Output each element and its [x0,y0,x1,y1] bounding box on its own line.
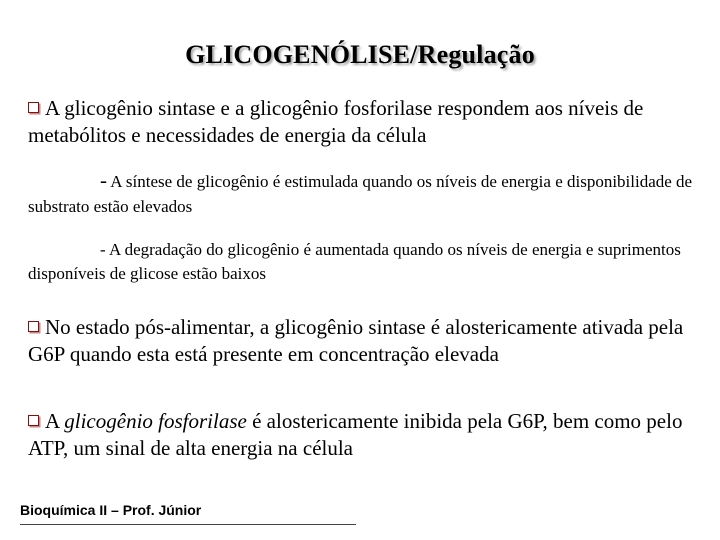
footer-divider [20,524,356,525]
subpoint-1-dash: - [100,168,107,192]
footer-text: Bioquímica II – Prof. Júnior [20,502,202,518]
subpoint-1-text: A síntese de glicogênio é estimulada quando os níveis de energia e disponibilidade de substrato estão elevados [28,172,693,217]
subpoint-2-dash: - [100,240,109,259]
square-bullet-icon [28,415,39,426]
square-bullet-icon [28,102,39,113]
subpoint-2 [28,238,698,286]
bullet-3-italic-term: glicogênio fosforilase [64,409,247,433]
square-bullet-icon [28,321,39,332]
subpoint-1 [28,166,698,219]
slide-title: GLICOGENÓLISE/Regulação [185,40,535,69]
bullet-3 [28,408,698,462]
bullet-2-text: No estado pós-alimentar, a glicogênio sintase é alostericamente ativada pela G6P quando esta está presente em concentração elevada [28,315,684,366]
bullet-3-prefix: A [45,409,65,433]
bullet-1 [28,95,698,149]
bullet-3-suffix: é alostericamente inibida pela G6P, bem como pelo ATP, um sinal de alta energia na célula [28,409,683,460]
bullet-2 [28,314,698,368]
subpoint-2-text: A degradação do glicogênio é aumentada quando os níveis de energia e suprimentos disponíveis de glicose estão baixos [28,240,681,283]
bullet-1-text: A glicogênio sintase e a glicogênio fosforilase respondem aos níveis de metabólitos e necessidades de energia da célula [28,96,644,147]
